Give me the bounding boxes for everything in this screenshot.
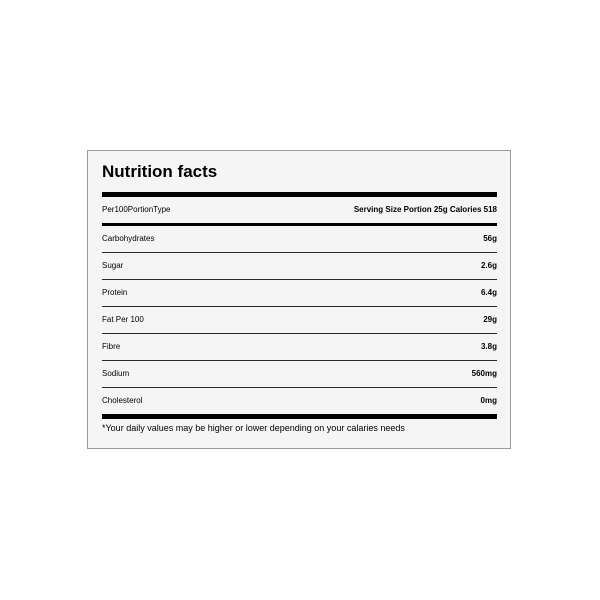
nutrient-row-sodium	[102, 366, 497, 382]
row-divider	[102, 333, 497, 334]
nutrient-row-protein	[102, 285, 497, 301]
row-divider	[102, 306, 497, 307]
bottom-thick-divider	[102, 414, 497, 419]
row-divider	[102, 360, 497, 361]
nutrient-value: 3.8g	[480, 342, 497, 351]
row-divider	[102, 252, 497, 253]
top-thick-divider	[102, 192, 497, 197]
nutrient-row-fibre	[102, 339, 497, 355]
nutrient-row-cholesterol	[102, 393, 497, 409]
serving-header-row	[102, 202, 497, 218]
row-divider	[102, 279, 497, 280]
nutrient-name: Sodium	[102, 369, 130, 378]
nutrient-value: 2.6g	[480, 261, 497, 270]
row-divider	[102, 387, 497, 388]
nutrient-value: 560mg	[471, 369, 497, 378]
nutrient-value: 29g	[483, 315, 497, 324]
daily-values-footnote: *Your daily values may be higher or lower depending on your calaries needs	[102, 423, 405, 433]
nutrient-name: Fibre	[102, 342, 121, 351]
nutrient-name: Sugar	[102, 261, 124, 270]
nutrient-name: Carbohydrates	[102, 234, 155, 243]
nutrition-facts-title: Nutrition facts	[102, 162, 218, 181]
header-divider	[102, 223, 497, 226]
nutrient-row-carbohydrates	[102, 231, 497, 247]
nutrient-value: 56g	[483, 234, 497, 243]
serving-size-calories: Serving Size Portion 25g Calories 518	[353, 205, 497, 214]
nutrient-name: Cholesterol	[102, 396, 143, 405]
nutrient-name: Fat Per 100	[102, 315, 144, 324]
nutrient-value: 0mg	[480, 396, 497, 405]
per-portion-type-label: Per100PortionType	[102, 205, 171, 214]
nutrient-name: Protein	[102, 288, 128, 297]
nutrient-row-fat	[102, 312, 497, 328]
nutrient-value: 6.4g	[480, 288, 497, 297]
nutrient-row-sugar	[102, 258, 497, 274]
